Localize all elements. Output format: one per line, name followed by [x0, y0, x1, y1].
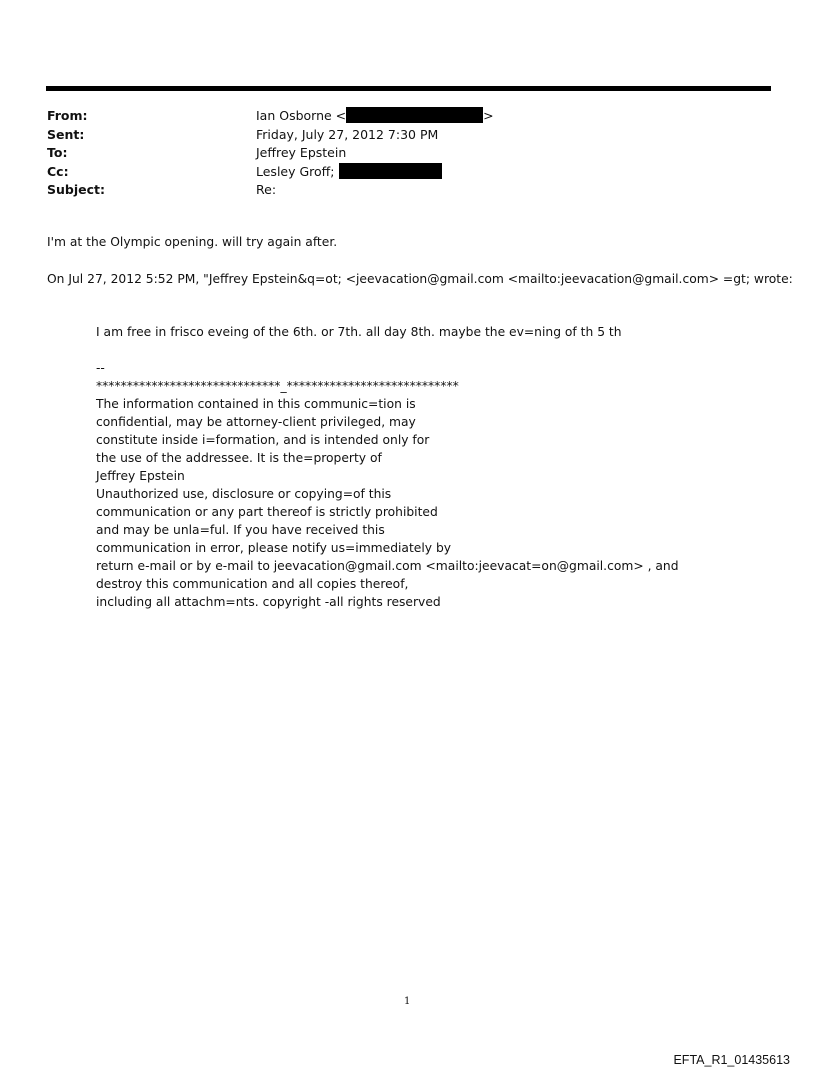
subject-label: Subject: [47, 182, 105, 197]
confidentiality-disclaimer [96, 395, 679, 611]
from-close: > [483, 108, 494, 123]
email-header [47, 107, 494, 200]
disclaimer-line: and may be unla=ful. If you have received this [96, 523, 385, 537]
disclaimer-line: constitute inside i=formation, and is intended only for [96, 433, 430, 447]
redaction-box [339, 163, 442, 179]
signature-dash: -- [96, 361, 105, 375]
subject-value: Re: [256, 182, 277, 197]
signature-stars: ******************************_**************************** [96, 379, 459, 393]
message-body: I'm at the Olympic opening. will try again after. [47, 235, 338, 249]
from-row [47, 107, 494, 126]
cc-value [256, 163, 442, 182]
cc-label: Cc: [47, 163, 69, 179]
disclaimer-line: Jeffrey Epstein [96, 469, 185, 483]
subject-row [47, 181, 494, 200]
header-divider [46, 86, 771, 91]
from-value [256, 107, 494, 126]
from-label: From: [47, 108, 88, 123]
cc-name: Lesley Groff; [256, 163, 335, 179]
page-number: 1 [404, 996, 411, 1007]
disclaimer-line: including all attachm=nts. copyright -all rights reserved [96, 595, 441, 609]
quote-intro: On Jul 27, 2012 5:52 PM, "Jeffrey Epstein&q=ot; <jeevacation@gmail.com <mailto:jeevacation@gmail.com> =gt; wrote: [47, 272, 793, 286]
signature-block [96, 359, 679, 611]
to-label: To: [47, 145, 68, 160]
from-name: Ian Osborne < [256, 108, 347, 123]
disclaimer-line: return e-mail or by e-mail to jeevacation@gmail.com <mailto:jeevacat=on@gmail.com> , and [96, 559, 679, 573]
disclaimer-line: the use of the addressee. It is the=property of [96, 451, 382, 465]
disclaimer-line: confidential, may be attorney-client privileged, may [96, 415, 416, 429]
disclaimer-line: Unauthorized use, disclosure or copying=of this [96, 487, 392, 501]
sent-row [47, 126, 494, 145]
disclaimer-line: communication in error, please notify us=immediately by [96, 541, 452, 555]
sent-value: Friday, July 27, 2012 7:30 PM [256, 126, 439, 142]
to-row [47, 144, 494, 163]
disclaimer-line: The information contained in this communic=tion is [96, 397, 416, 411]
disclaimer-line: destroy this communication and all copies thereof, [96, 577, 409, 591]
cc-row [47, 163, 494, 182]
bates-number: EFTA_R1_01435613 [673, 1053, 790, 1067]
redaction-box [346, 107, 483, 123]
disclaimer-line: communication or any part thereof is strictly prohibited [96, 505, 438, 519]
to-value: Jeffrey Epstein [256, 145, 347, 160]
quoted-message: I am free in frisco eveing of the 6th. or 7th. all day 8th. maybe the ev=ning of th 5 th [96, 325, 622, 339]
sent-label: Sent: [47, 126, 85, 142]
